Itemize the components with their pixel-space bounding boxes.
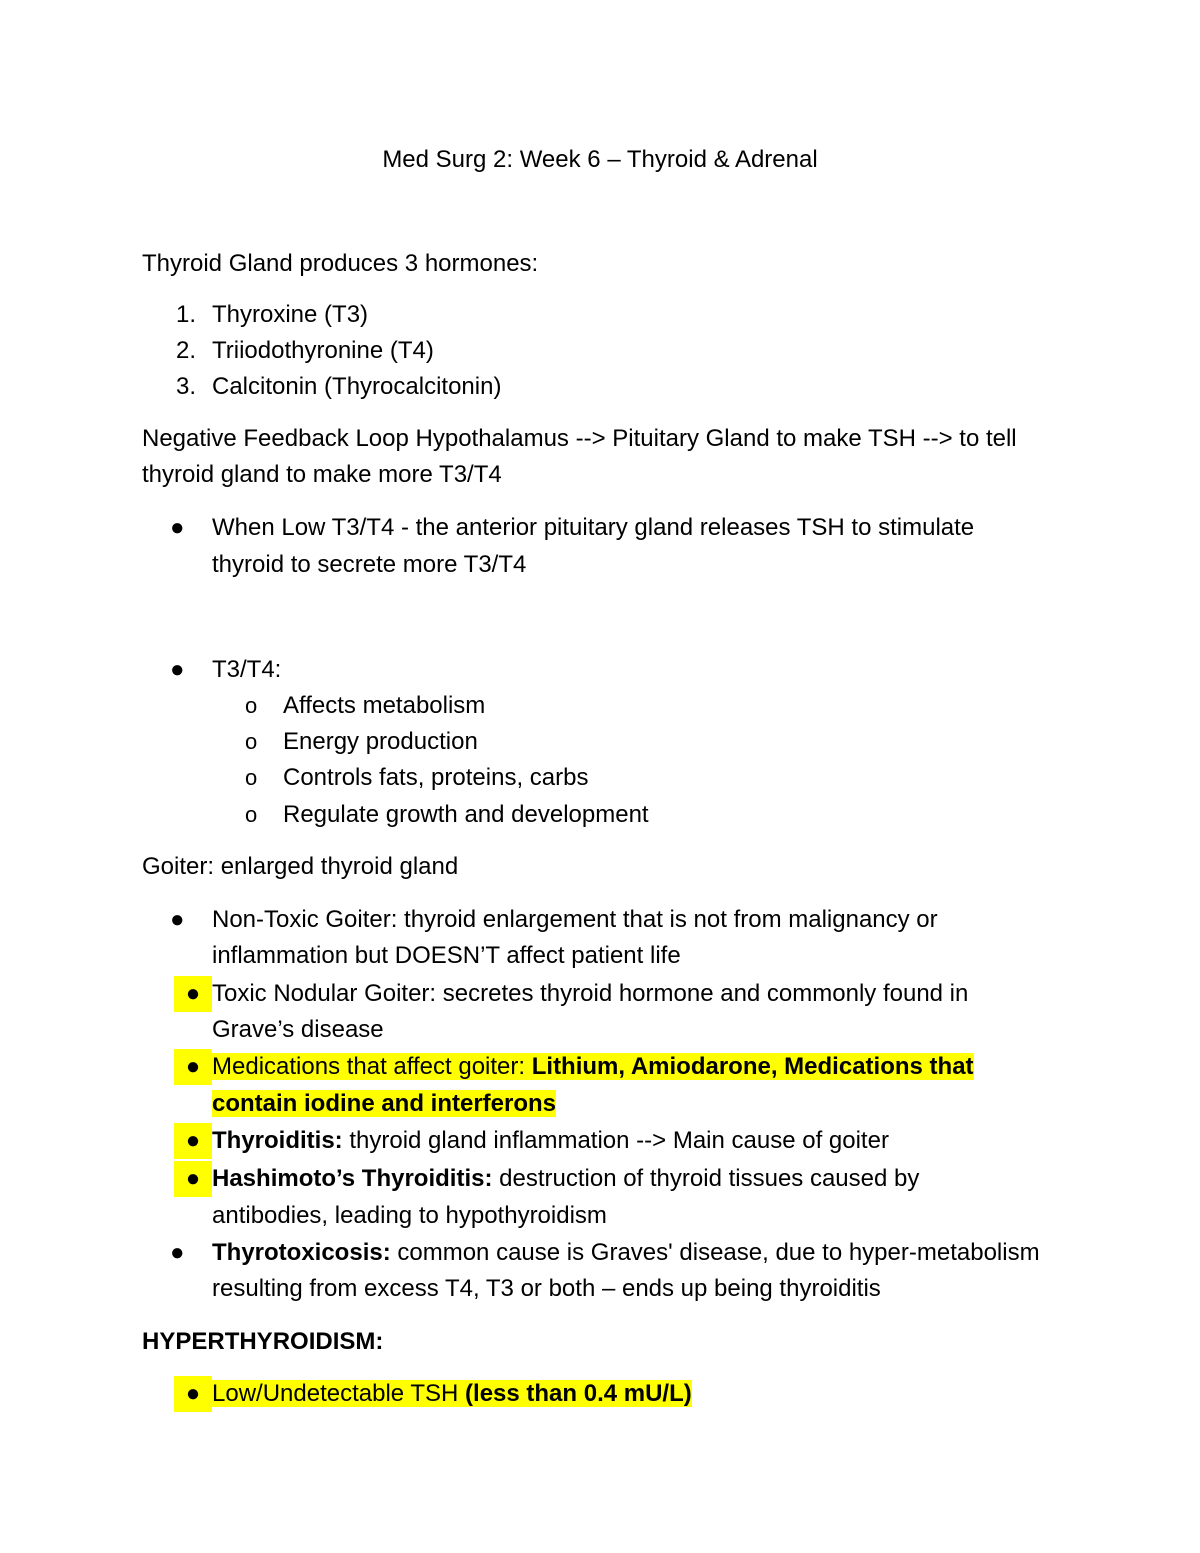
highlighted-bullet-icon: ● [174,1161,212,1197]
circle-bullet-icon: o [245,802,258,827]
term-label: Hashimoto’s Thyroiditis: [212,1165,493,1192]
bullet-text: thyroid gland inflammation --> Main cause of goiter [342,1127,889,1154]
sub-list-item [245,797,1083,833]
bullet-text: When Low T3/T4 - the anterior pituitary gland releases TSH to stimulate [212,514,975,541]
bullet-icon: ● [170,906,185,933]
sub-list-item [245,724,1083,760]
highlighted-bold-text: Lithium, Amiodarone, Medications that [531,1053,974,1080]
bullet-item [185,1049,1082,1085]
list-number: 3. [176,373,197,400]
highlighted-text: Low/Undetectable TSH [212,1380,466,1407]
bullet-continuation: antibodies, leading to hypothyroidism [212,1202,607,1229]
circle-bullet-icon: o [245,729,258,754]
bullet-item [185,976,1082,1012]
bullet-item [170,902,1082,938]
bullet-text: T3/T4: [212,656,282,683]
highlighted-bullet-icon: ● [174,1123,212,1159]
highlighted-bullet-icon: ● [174,1376,212,1412]
bullet-continuation [212,1086,1082,1122]
hyperthyroidism-heading [142,1324,1072,1360]
sub-item-text: Regulate growth and development [283,801,649,828]
bullet-item [170,1235,1082,1271]
sub-list-item [245,760,1083,796]
highlighted-bullet-icon: ● [174,1049,212,1085]
highlighted-bold-text: contain iodine and interferons [212,1090,557,1117]
bullet-item [170,510,1082,546]
sub-item-text: Controls fats, proteins, carbs [283,764,589,791]
list-number: 1. [176,301,197,328]
highlighted-text: Medications that affect goiter: [212,1053,532,1080]
intro-paragraph: Thyroid Gland produces 3 hormones: [142,250,539,277]
sub-list-item [245,688,1083,724]
bullet-icon: ● [170,656,185,683]
feedback-line: thyroid gland to make more T3/T4 [142,461,502,488]
bullet-text: Non-Toxic Goiter: thyroid enlargement that is not from malignancy or [212,906,938,933]
bullet-item [185,1376,1082,1412]
highlighted-bold-text: (less than 0.4 mU/L) [465,1380,692,1407]
goiter-heading: Goiter: enlarged thyroid gland [142,853,459,880]
sub-item-text: Energy production [283,728,478,755]
bullet-item [185,1161,1082,1197]
highlighted-bullet-icon: ● [174,976,212,1012]
list-item-text: Calcitonin (Thyrocalcitonin) [212,373,502,400]
bullet-text: Toxic Nodular Goiter: secretes thyroid hormone and commonly found in [212,980,969,1007]
feedback-line: Negative Feedback Loop Hypothalamus --> Pituitary Gland to make TSH --> to tell [142,425,1017,452]
sub-item-text: Affects metabolism [283,692,486,719]
circle-bullet-icon: o [245,693,258,718]
bullet-item [170,652,1082,688]
bullet-continuation: resulting from excess T4, T3 or both – ends up being thyroiditis [212,1275,881,1302]
list-item-text: Thyroxine (T3) [212,301,369,328]
list-number: 2. [176,337,197,364]
bullet-icon: ● [170,514,185,541]
term-label: Thyroiditis: [212,1127,343,1154]
list-item [176,369,1082,405]
bullet-item [185,1123,1082,1159]
section-heading: HYPERTHYROIDISM: [142,1328,384,1355]
list-item [176,333,1082,369]
bullet-continuation: inflammation but DOESN’T affect patient life [212,942,681,969]
bullet-text: destruction of thyroid tissues caused by [492,1165,920,1192]
bullet-continuation: Grave’s disease [212,1016,384,1043]
page-title: Med Surg 2: Week 6 – Thyroid & Adrenal [382,146,818,173]
bullet-continuation: thyroid to secrete more T3/T4 [212,551,527,578]
bullet-icon: ● [170,1239,185,1266]
circle-bullet-icon: o [245,765,258,790]
term-label: Thyrotoxicosis: [212,1239,391,1266]
list-item [176,297,1082,333]
list-item-text: Triiodothyronine (T4) [212,337,434,364]
bullet-text: common cause is Graves' disease, due to hyper-metabolism [390,1239,1040,1266]
